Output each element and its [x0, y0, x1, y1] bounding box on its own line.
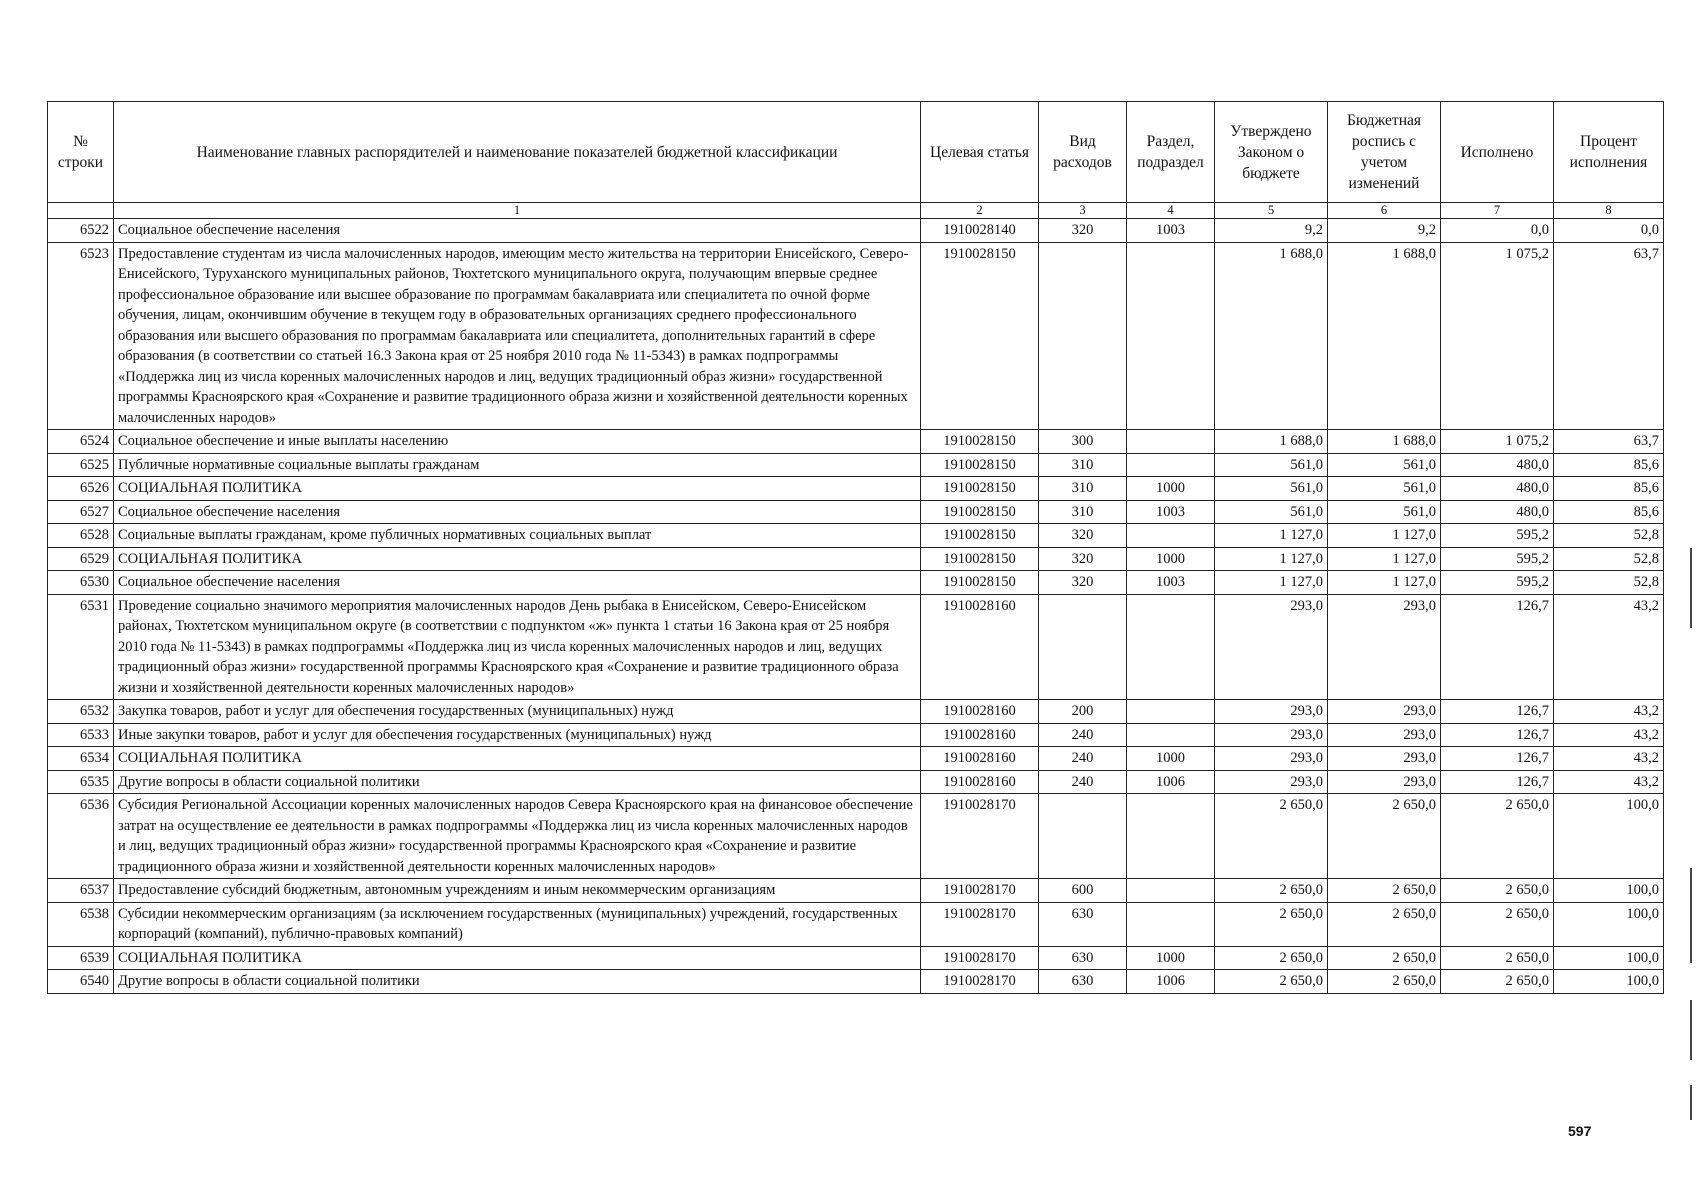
executed-amount: 2 650,0 [1441, 794, 1554, 879]
executed-amount: 126,7 [1441, 700, 1554, 724]
approved-amount: 561,0 [1215, 477, 1328, 501]
expense-type: 310 [1039, 477, 1127, 501]
budget-amount: 293,0 [1328, 770, 1441, 794]
row-number: 6540 [48, 970, 114, 994]
row-number: 6527 [48, 500, 114, 524]
table-row [48, 594, 1664, 700]
execution-percent: 43,2 [1554, 747, 1664, 771]
execution-percent: 85,6 [1554, 500, 1664, 524]
execution-percent: 100,0 [1554, 794, 1664, 879]
section-code [1127, 723, 1215, 747]
budget-amount: 1 688,0 [1328, 430, 1441, 454]
section-code: 1006 [1127, 770, 1215, 794]
table-row [48, 219, 1664, 243]
target-article: 1910028160 [921, 594, 1039, 700]
scan-edge-mark [1690, 1000, 1692, 1060]
target-article: 1910028160 [921, 723, 1039, 747]
execution-percent: 43,2 [1554, 770, 1664, 794]
row-number: 6525 [48, 453, 114, 477]
budget-amount: 561,0 [1328, 500, 1441, 524]
approved-amount: 1 127,0 [1215, 524, 1328, 548]
approved-amount: 2 650,0 [1215, 879, 1328, 903]
section-code: 1003 [1127, 500, 1215, 524]
header-executed: Исполнено [1441, 102, 1554, 203]
header-section: Раздел, подраздел [1127, 102, 1215, 203]
approved-amount: 561,0 [1215, 500, 1328, 524]
executed-amount: 1 075,2 [1441, 242, 1554, 430]
executed-amount: 0,0 [1441, 219, 1554, 243]
col-number: 7 [1441, 203, 1554, 219]
table-row [48, 430, 1664, 454]
row-number: 6537 [48, 879, 114, 903]
expense-type: 200 [1039, 700, 1127, 724]
expense-type: 320 [1039, 524, 1127, 548]
approved-amount: 2 650,0 [1215, 970, 1328, 994]
executed-amount: 480,0 [1441, 500, 1554, 524]
col-number: 4 [1127, 203, 1215, 219]
table-row [48, 902, 1664, 946]
row-number: 6532 [48, 700, 114, 724]
executed-amount: 2 650,0 [1441, 902, 1554, 946]
budget-amount: 2 650,0 [1328, 879, 1441, 903]
target-article: 1910028140 [921, 219, 1039, 243]
section-code [1127, 794, 1215, 879]
section-code [1127, 430, 1215, 454]
target-article: 1910028150 [921, 242, 1039, 430]
budget-amount: 9,2 [1328, 219, 1441, 243]
execution-percent: 43,2 [1554, 723, 1664, 747]
execution-percent: 43,2 [1554, 700, 1664, 724]
target-article: 1910028170 [921, 970, 1039, 994]
approved-amount: 293,0 [1215, 747, 1328, 771]
table-row [48, 571, 1664, 595]
section-code [1127, 700, 1215, 724]
row-name: Закупка товаров, работ и услуг для обеспечения государственных (муниципальных) нужд [114, 700, 921, 724]
execution-percent: 85,6 [1554, 477, 1664, 501]
budget-amount: 1 127,0 [1328, 524, 1441, 548]
target-article: 1910028170 [921, 794, 1039, 879]
approved-amount: 293,0 [1215, 770, 1328, 794]
execution-percent: 100,0 [1554, 946, 1664, 970]
row-number: 6523 [48, 242, 114, 430]
executed-amount: 126,7 [1441, 747, 1554, 771]
executed-amount: 2 650,0 [1441, 946, 1554, 970]
table-row [48, 770, 1664, 794]
section-code [1127, 902, 1215, 946]
header-approved: Утверждено Законом о бюджете [1215, 102, 1328, 203]
section-code: 1006 [1127, 970, 1215, 994]
target-article: 1910028150 [921, 524, 1039, 548]
table-row [48, 747, 1664, 771]
row-number: 6524 [48, 430, 114, 454]
column-number-row [48, 203, 1664, 219]
row-name: Публичные нормативные социальные выплаты гражданам [114, 453, 921, 477]
col-number: 5 [1215, 203, 1328, 219]
row-name: Социальное обеспечение населения [114, 219, 921, 243]
row-name: Социальное обеспечение населения [114, 500, 921, 524]
expense-type: 630 [1039, 946, 1127, 970]
section-code: 1003 [1127, 571, 1215, 595]
row-number: 6534 [48, 747, 114, 771]
approved-amount: 293,0 [1215, 700, 1328, 724]
scan-edge-mark [1690, 868, 1692, 963]
target-article: 1910028160 [921, 747, 1039, 771]
row-number: 6536 [48, 794, 114, 879]
expense-type [1039, 242, 1127, 430]
row-number: 6526 [48, 477, 114, 501]
execution-percent: 100,0 [1554, 970, 1664, 994]
budget-amount: 1 127,0 [1328, 547, 1441, 571]
section-code [1127, 524, 1215, 548]
section-code [1127, 879, 1215, 903]
table-row [48, 453, 1664, 477]
col-number: 8 [1554, 203, 1664, 219]
executed-amount: 595,2 [1441, 524, 1554, 548]
row-name: Иные закупки товаров, работ и услуг для обеспечения государственных (муниципальных) нужд [114, 723, 921, 747]
row-number: 6535 [48, 770, 114, 794]
row-name: СОЦИАЛЬНАЯ ПОЛИТИКА [114, 477, 921, 501]
execution-percent: 63,7 [1554, 430, 1664, 454]
row-name: Другие вопросы в области социальной политики [114, 970, 921, 994]
expense-type: 240 [1039, 770, 1127, 794]
budget-amount: 293,0 [1328, 700, 1441, 724]
target-article: 1910028150 [921, 453, 1039, 477]
header-budget: Бюджетная роспись с учетом изменений [1328, 102, 1441, 203]
approved-amount: 2 650,0 [1215, 902, 1328, 946]
header-row [48, 102, 1664, 203]
budget-amount: 293,0 [1328, 747, 1441, 771]
expense-type: 240 [1039, 723, 1127, 747]
row-number: 6529 [48, 547, 114, 571]
budget-amount: 2 650,0 [1328, 946, 1441, 970]
execution-percent: 85,6 [1554, 453, 1664, 477]
approved-amount: 2 650,0 [1215, 794, 1328, 879]
budget-amount: 561,0 [1328, 453, 1441, 477]
row-name: Проведение социально значимого мероприятия малочисленных народов День рыбака в Енисейском, Северо-Енисейском районах, Тюхтетском муниципальном округе (в соответствии с подпунктом «ж» пункта 1 статьи 16 Закона края от 25 ноября 2010 года № 11-5343) в рамках подпрограммы «Поддержка лиц из числа коренных малочисленных народов и лиц, ведущих традиционный образ жизни» государственной программы Красноярского края «Сохранение и развитие традиционного образа жизни и хозяйственной деятельности коренных малочисленных народов» [114, 594, 921, 700]
executed-amount: 2 650,0 [1441, 879, 1554, 903]
execution-percent: 52,8 [1554, 547, 1664, 571]
row-name: Социальное обеспечение и иные выплаты населению [114, 430, 921, 454]
budget-amount: 2 650,0 [1328, 970, 1441, 994]
execution-percent: 100,0 [1554, 879, 1664, 903]
col-number: 2 [921, 203, 1039, 219]
section-code: 1000 [1127, 547, 1215, 571]
target-article: 1910028170 [921, 946, 1039, 970]
expense-type: 300 [1039, 430, 1127, 454]
table-row [48, 879, 1664, 903]
table-row [48, 794, 1664, 879]
execution-percent: 63,7 [1554, 242, 1664, 430]
approved-amount: 2 650,0 [1215, 946, 1328, 970]
expense-type: 630 [1039, 902, 1127, 946]
executed-amount: 2 650,0 [1441, 970, 1554, 994]
executed-amount: 126,7 [1441, 770, 1554, 794]
row-number: 6538 [48, 902, 114, 946]
expense-type: 600 [1039, 879, 1127, 903]
budget-amount: 293,0 [1328, 594, 1441, 700]
execution-percent: 52,8 [1554, 524, 1664, 548]
table-row [48, 242, 1664, 430]
execution-percent: 0,0 [1554, 219, 1664, 243]
row-name: Предоставление субсидий бюджетным, автономным учреждениям и иным некоммерческим организациям [114, 879, 921, 903]
col-number [48, 203, 114, 219]
budget-amount: 293,0 [1328, 723, 1441, 747]
row-number: 6530 [48, 571, 114, 595]
header-name: Наименование главных распорядителей и наименование показателей бюджетной классификации [114, 102, 921, 203]
target-article: 1910028150 [921, 547, 1039, 571]
section-code: 1003 [1127, 219, 1215, 243]
section-code: 1000 [1127, 747, 1215, 771]
section-code: 1000 [1127, 946, 1215, 970]
row-name: СОЦИАЛЬНАЯ ПОЛИТИКА [114, 747, 921, 771]
budget-amount: 1 688,0 [1328, 242, 1441, 430]
page-number: 597 [1568, 1123, 1592, 1139]
execution-percent: 100,0 [1554, 902, 1664, 946]
budget-execution-table [47, 101, 1664, 994]
row-name: Предоставление студентам из числа малочисленных народов, имеющим место жительства на территории Енисейского, Северо-Енисейского, Туруханского муниципальных районов, Тюхтетского муниципального округа, получающим впервые среднее профессиональное образование или высшее образование по программам бакалавриата или специалитета по очной форме обучения, лицам, окончившим обучение в текущем году в образовательных организациях среднего профессионального образования или высшего образования по программам бакалавриата или специалитета, дополнительных гарантий в сфере образования (в соответствии со статьей 16.3 Закона края от 25 ноября 2010 года № 11-5343) в рамках подпрограммы «Поддержка лиц из числа коренных малочисленных народов и лиц, ведущих традиционный образ жизни» государственной программы Красноярского края «Сохранение и развитие традиционного образа жизни и хозяйственной деятельности коренных малочисленных народов» [114, 242, 921, 430]
row-name: Социальные выплаты гражданам, кроме публичных нормативных социальных выплат [114, 524, 921, 548]
budget-amount: 2 650,0 [1328, 794, 1441, 879]
target-article: 1910028150 [921, 477, 1039, 501]
target-article: 1910028150 [921, 571, 1039, 595]
section-code [1127, 594, 1215, 700]
budget-amount: 561,0 [1328, 477, 1441, 501]
executed-amount: 1 075,2 [1441, 430, 1554, 454]
budget-amount: 2 650,0 [1328, 902, 1441, 946]
executed-amount: 595,2 [1441, 547, 1554, 571]
row-name: СОЦИАЛЬНАЯ ПОЛИТИКА [114, 946, 921, 970]
expense-type: 630 [1039, 970, 1127, 994]
approved-amount: 1 688,0 [1215, 430, 1328, 454]
approved-amount: 1 127,0 [1215, 571, 1328, 595]
col-number: 3 [1039, 203, 1127, 219]
expense-type: 310 [1039, 500, 1127, 524]
row-number: 6522 [48, 219, 114, 243]
section-code [1127, 242, 1215, 430]
table-row [48, 700, 1664, 724]
expense-type [1039, 794, 1127, 879]
target-article: 1910028160 [921, 700, 1039, 724]
expense-type: 320 [1039, 219, 1127, 243]
executed-amount: 480,0 [1441, 477, 1554, 501]
section-code [1127, 453, 1215, 477]
row-name: СОЦИАЛЬНАЯ ПОЛИТИКА [114, 547, 921, 571]
col-number: 6 [1328, 203, 1441, 219]
expense-type: 320 [1039, 571, 1127, 595]
table-row [48, 547, 1664, 571]
row-number: 6539 [48, 946, 114, 970]
row-number: 6531 [48, 594, 114, 700]
executed-amount: 480,0 [1441, 453, 1554, 477]
target-article: 1910028150 [921, 500, 1039, 524]
executed-amount: 595,2 [1441, 571, 1554, 595]
target-article: 1910028150 [921, 430, 1039, 454]
table-row [48, 524, 1664, 548]
expense-type: 310 [1039, 453, 1127, 477]
approved-amount: 1 127,0 [1215, 547, 1328, 571]
expense-type: 320 [1039, 547, 1127, 571]
row-name: Субсидия Региональной Ассоциации коренных малочисленных народов Севера Красноярского края на финансовое обеспечение затрат на осуществление ее деятельности в рамках подпрограммы «Поддержка лиц из числа коренных малочисленных народов и лиц, ведущих традиционный образ жизни» государственной программы Красноярского края «Сохранение и развитие традиционного образа жизни и хозяйственной деятельности коренных малочисленных народов» [114, 794, 921, 879]
approved-amount: 9,2 [1215, 219, 1328, 243]
section-code: 1000 [1127, 477, 1215, 501]
header-percent: Процент исполнения [1554, 102, 1664, 203]
executed-amount: 126,7 [1441, 723, 1554, 747]
row-number: 6533 [48, 723, 114, 747]
approved-amount: 293,0 [1215, 594, 1328, 700]
table-row [48, 970, 1664, 994]
target-article: 1910028170 [921, 879, 1039, 903]
row-name: Субсидии некоммерческим организациям (за исключением государственных (муниципальных) учреждений, государственных корпораций (компаний), публично-правовых компаний) [114, 902, 921, 946]
table-body [48, 219, 1664, 994]
scan-edge-mark [1690, 1085, 1692, 1120]
table-row [48, 723, 1664, 747]
header-rowno: № строки [48, 102, 114, 203]
row-name: Другие вопросы в области социальной политики [114, 770, 921, 794]
execution-percent: 43,2 [1554, 594, 1664, 700]
budget-amount: 1 127,0 [1328, 571, 1441, 595]
row-name: Социальное обеспечение населения [114, 571, 921, 595]
approved-amount: 561,0 [1215, 453, 1328, 477]
col-number: 1 [114, 203, 921, 219]
target-article: 1910028160 [921, 770, 1039, 794]
table-row [48, 500, 1664, 524]
execution-percent: 52,8 [1554, 571, 1664, 595]
row-number: 6528 [48, 524, 114, 548]
header-target: Целевая статья [921, 102, 1039, 203]
header-exptype: Вид расходов [1039, 102, 1127, 203]
table-row [48, 946, 1664, 970]
table-row [48, 477, 1664, 501]
expense-type [1039, 594, 1127, 700]
scan-edge-mark [1690, 548, 1692, 628]
approved-amount: 293,0 [1215, 723, 1328, 747]
expense-type: 240 [1039, 747, 1127, 771]
approved-amount: 1 688,0 [1215, 242, 1328, 430]
executed-amount: 126,7 [1441, 594, 1554, 700]
target-article: 1910028170 [921, 902, 1039, 946]
